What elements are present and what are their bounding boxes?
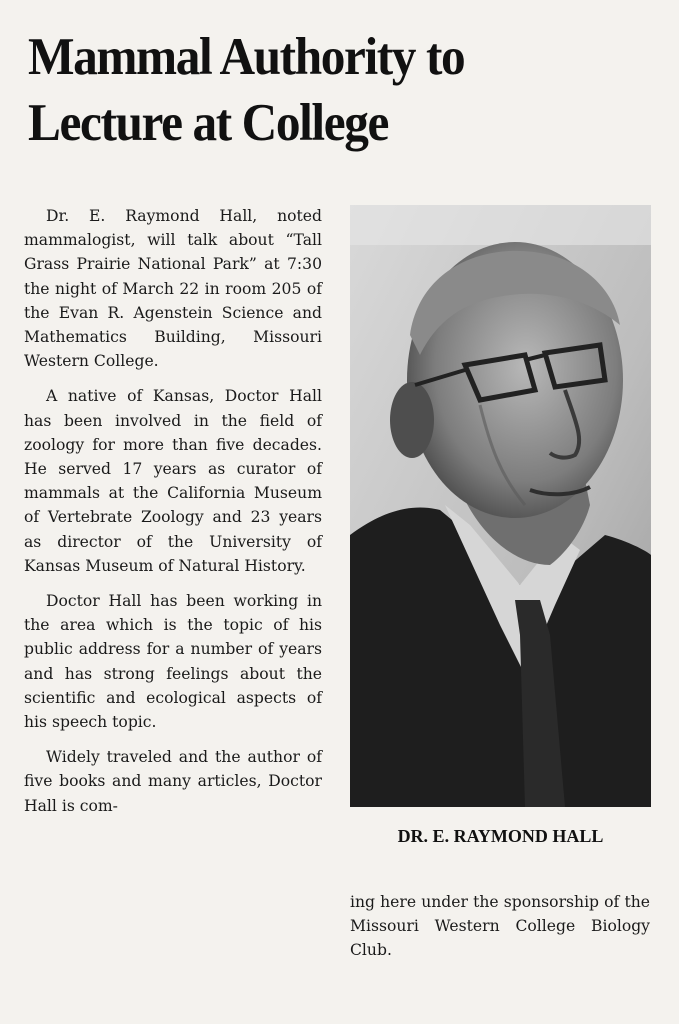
photo-caption: DR. E. RAYMOND HALL <box>397 826 604 846</box>
article-continuation: ing here under the sponsorship of the Missouri Western College Biology Club. <box>350 893 650 960</box>
portrait-illustration <box>350 205 651 807</box>
article-body-right-column <box>350 890 650 963</box>
article-paragraph: A native of Kansas, Doctor Hall has been involved in the field of zoology for more than five decades. He served 17 years as curator of mammals at the California Museum of Vertebrate Zoology and 23 years as director of the University of Kansas Museum of Natural History. <box>24 387 322 575</box>
article-paragraph: Widely traveled and the author of five books and many articles, Doctor Hall is com- <box>24 748 322 815</box>
article-paragraph: Doctor Hall has been working in the area which is the topic of his public address for a number of years and has strong feelings about the scientific and ecological aspects of his speech topic. <box>24 592 322 732</box>
portrait-photo <box>350 205 651 807</box>
article-paragraph: Dr. E. Raymond Hall, noted mammalogist, will talk about “Tall Grass Prairie National Park” at 7:30 the night of March 22 in room 205 of the Evan R. Agenstein Science and Mathematics Building, Missouri Western College. <box>24 207 322 371</box>
headline: Mammal Authority to Lecture at College <box>28 28 465 152</box>
article-body-left-column <box>24 204 322 818</box>
